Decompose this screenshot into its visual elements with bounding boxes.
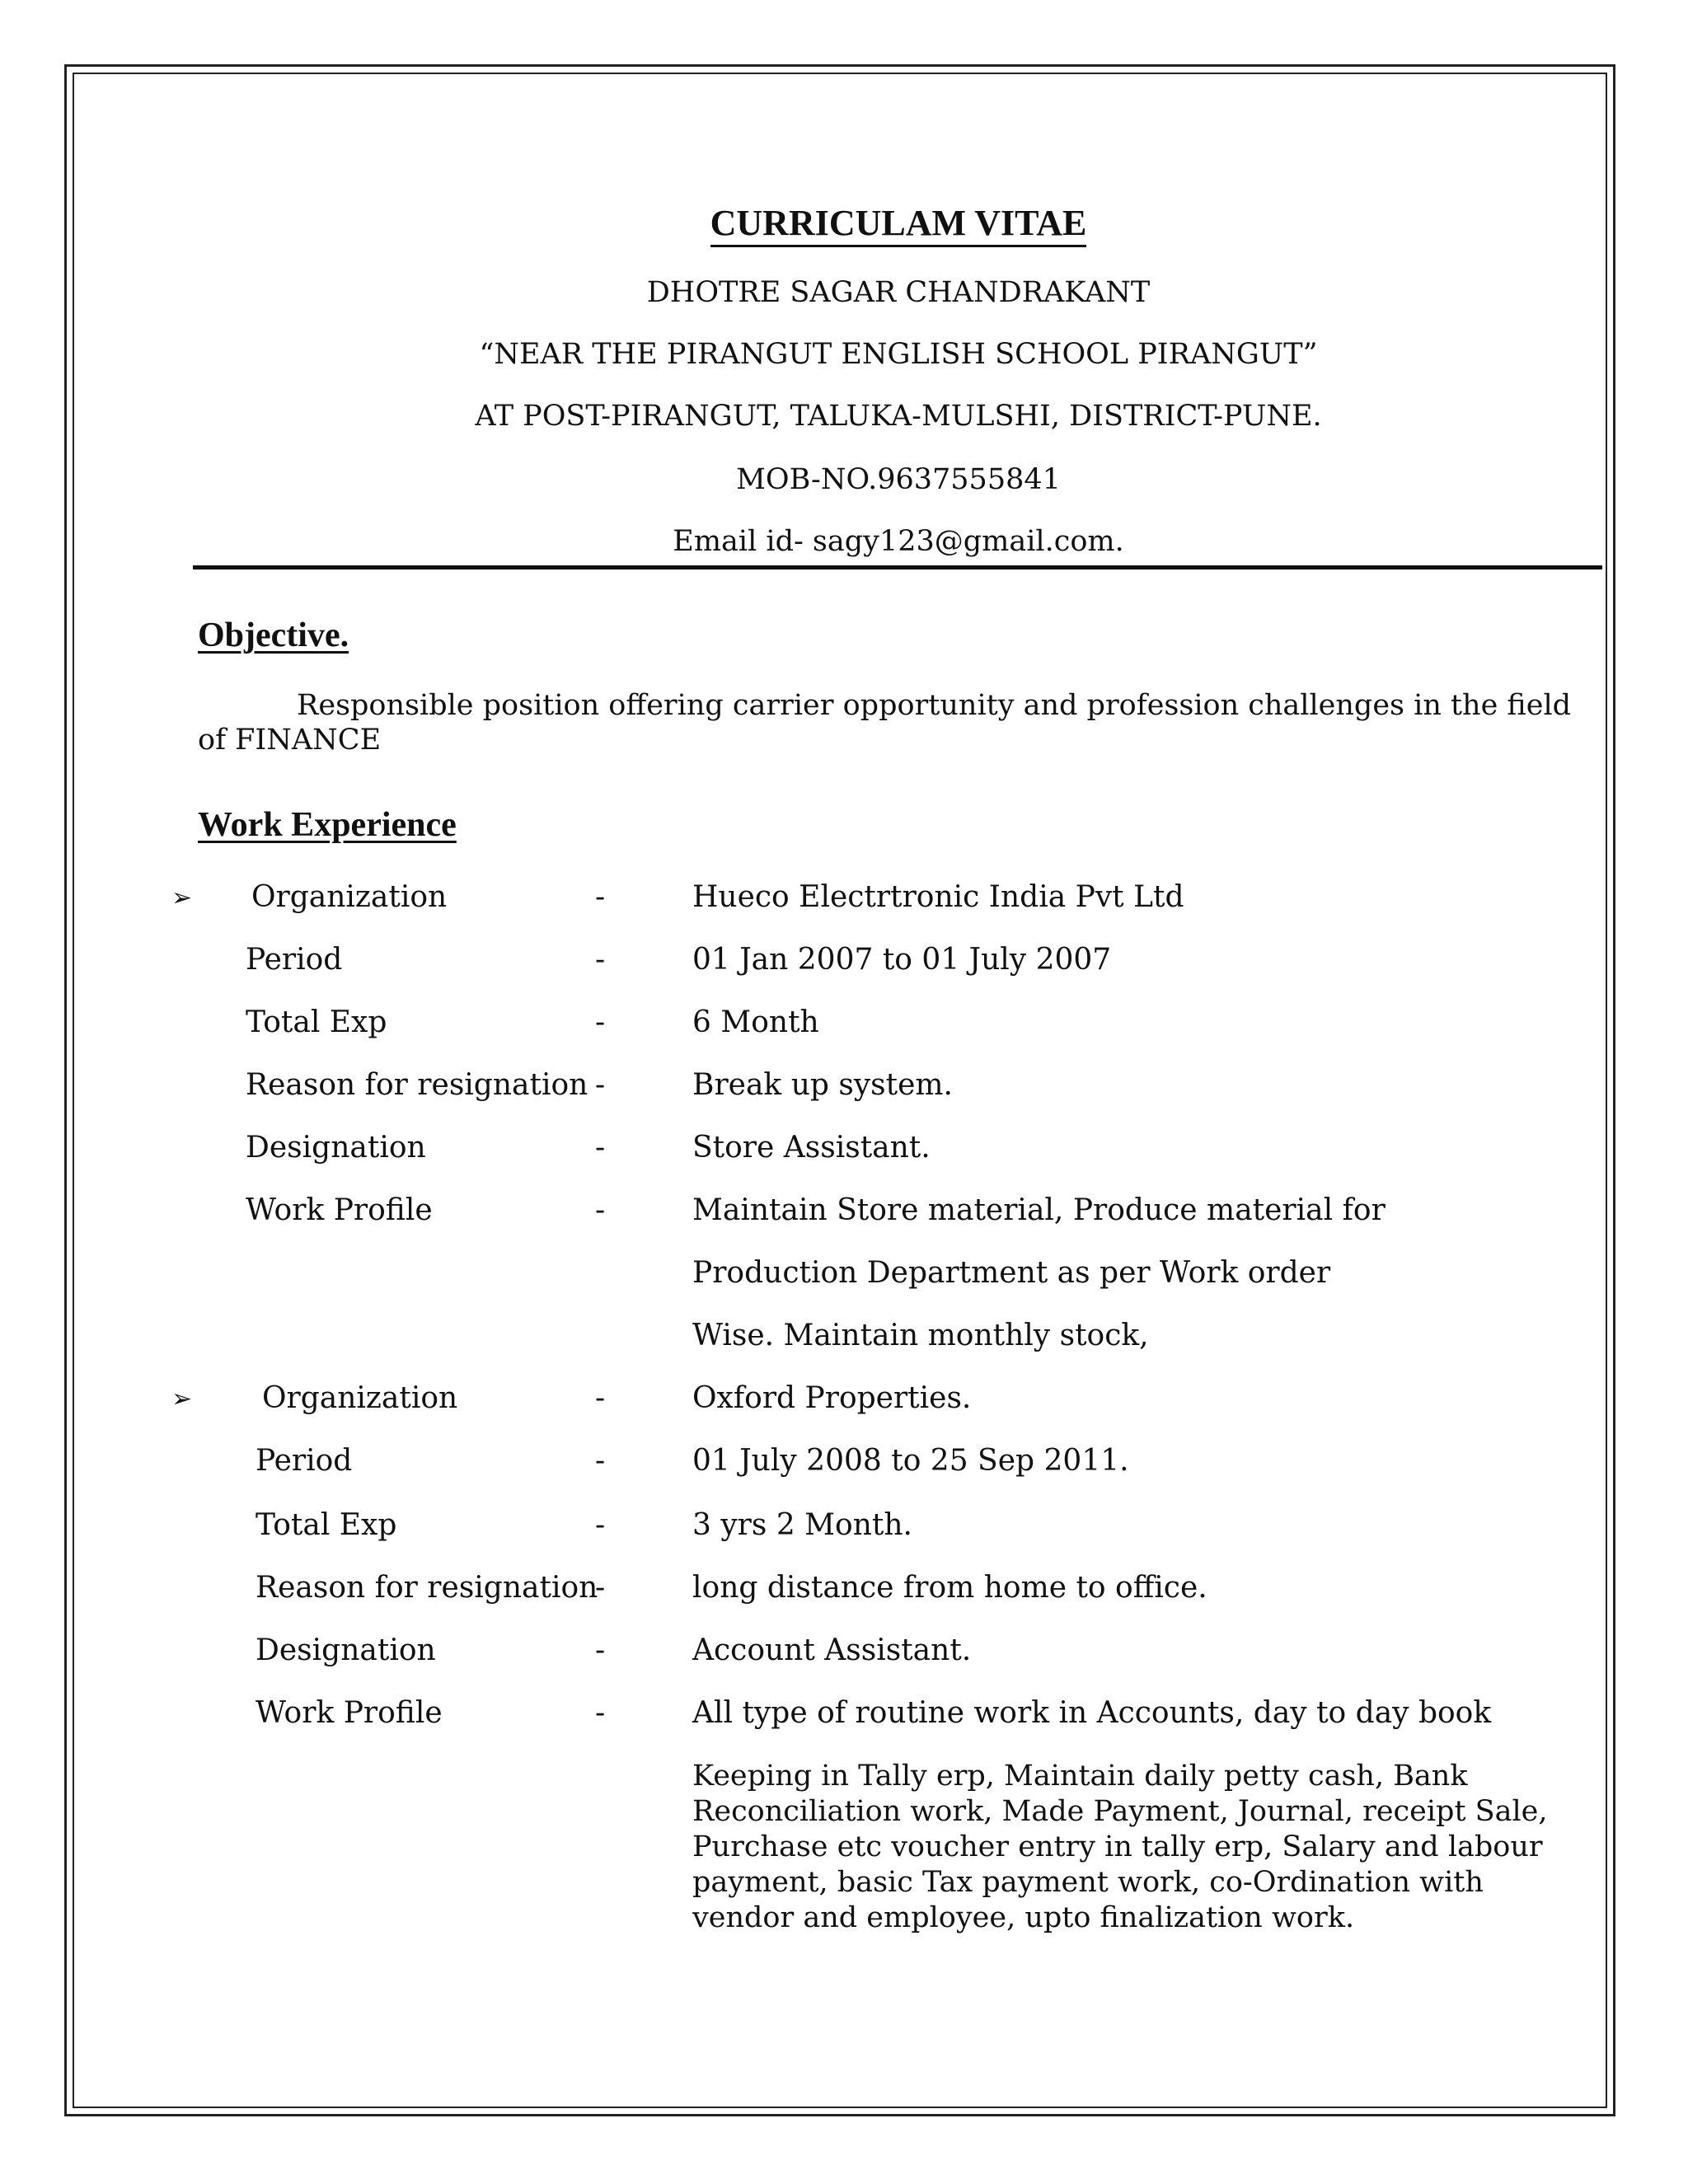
organization-value: Hueco Electrtronic India Pvt Ltd	[692, 880, 1184, 914]
separator-dash: -	[595, 1005, 606, 1039]
separator-dash: -	[595, 1193, 606, 1227]
total-exp-value: 6 Month	[692, 1005, 819, 1039]
separator-dash: -	[595, 1571, 606, 1605]
work-profile-label: Work Profile	[256, 1696, 443, 1730]
designation-label: Designation	[246, 1131, 426, 1165]
document-title: CURRICULAM VITAE	[0, 202, 1688, 244]
email-address: Email id- sagy123@gmail.com.	[673, 525, 1124, 558]
work-profile-line: Wise. Maintain monthly stock,	[692, 1319, 1149, 1352]
separator-dash: -	[595, 1633, 606, 1667]
separator-dash: -	[595, 1068, 606, 1102]
reason-label: Reason for resignation	[246, 1068, 588, 1102]
mobile-number: MOB-NO.9637555841	[736, 463, 1061, 496]
period-label: Period	[256, 1444, 353, 1478]
separator-dash: -	[595, 880, 606, 914]
separator-dash: -	[595, 1444, 606, 1478]
work-profile-line: Maintain Store material, Produce material for	[692, 1193, 1386, 1227]
reason-value: Break up system.	[692, 1068, 954, 1102]
address-line-1: “NEAR THE PIRANGUT ENGLISH SCHOOL PIRANGUT”	[479, 338, 1318, 371]
separator-dash: -	[595, 1131, 606, 1165]
work-profile-line: Production Department as per Work order	[692, 1256, 1331, 1290]
separator-dash: -	[595, 1381, 606, 1415]
address-line-2: AT POST-PIRANGUT, TALUKA-MULSHI, DISTRICT-PUNE.	[475, 400, 1322, 433]
bullet-arrow-icon: ➢	[171, 883, 193, 912]
reason-value: long distance from home to office.	[692, 1571, 1207, 1605]
work-profile-line: All type of routine work in Accounts, day to day book	[692, 1696, 1492, 1730]
work-profile-label: Work Profile	[246, 1193, 433, 1227]
designation-value: Account Assistant.	[692, 1633, 972, 1667]
work-profile-paragraph: Keeping in Tally erp, Maintain daily petty cash, Bank Reconciliation work, Made Payment, Journal, receipt Sale, Purchase etc voucher entry in tally erp, Salary and labour payment, basic Tax payment work, co-Ordination with vendor and employee, upto finalization work.	[692, 1760, 1548, 1934]
total-exp-label: Total Exp	[246, 1005, 387, 1039]
organization-value: Oxford Properties.	[692, 1381, 972, 1415]
separator-dash: -	[595, 1508, 606, 1542]
header-divider	[193, 565, 1602, 569]
period-value: 01 Jan 2007 to 01 July 2007	[692, 943, 1112, 977]
organization-label: Organization	[262, 1381, 458, 1415]
total-exp-value: 3 yrs 2 Month.	[692, 1508, 912, 1542]
period-label: Period	[246, 943, 343, 977]
objective-text: Responsible position offering carrier opportunity and profession challenges in the field of FINANCE	[198, 689, 1572, 757]
bullet-arrow-icon: ➢	[171, 1385, 193, 1413]
separator-dash: -	[595, 1696, 606, 1730]
work-experience-heading: Work Experience	[198, 806, 457, 844]
organization-label: Organization	[251, 880, 448, 914]
designation-label: Designation	[256, 1633, 436, 1667]
designation-value: Store Assistant.	[692, 1131, 931, 1165]
objective-heading: Objective.	[198, 616, 349, 654]
total-exp-label: Total Exp	[256, 1508, 397, 1542]
separator-dash: -	[595, 943, 606, 977]
reason-label: Reason for resignation	[256, 1571, 598, 1605]
applicant-name: DHOTRE SAGAR CHANDRAKANT	[646, 276, 1151, 309]
period-value: 01 July 2008 to 25 Sep 2011.	[692, 1444, 1129, 1478]
